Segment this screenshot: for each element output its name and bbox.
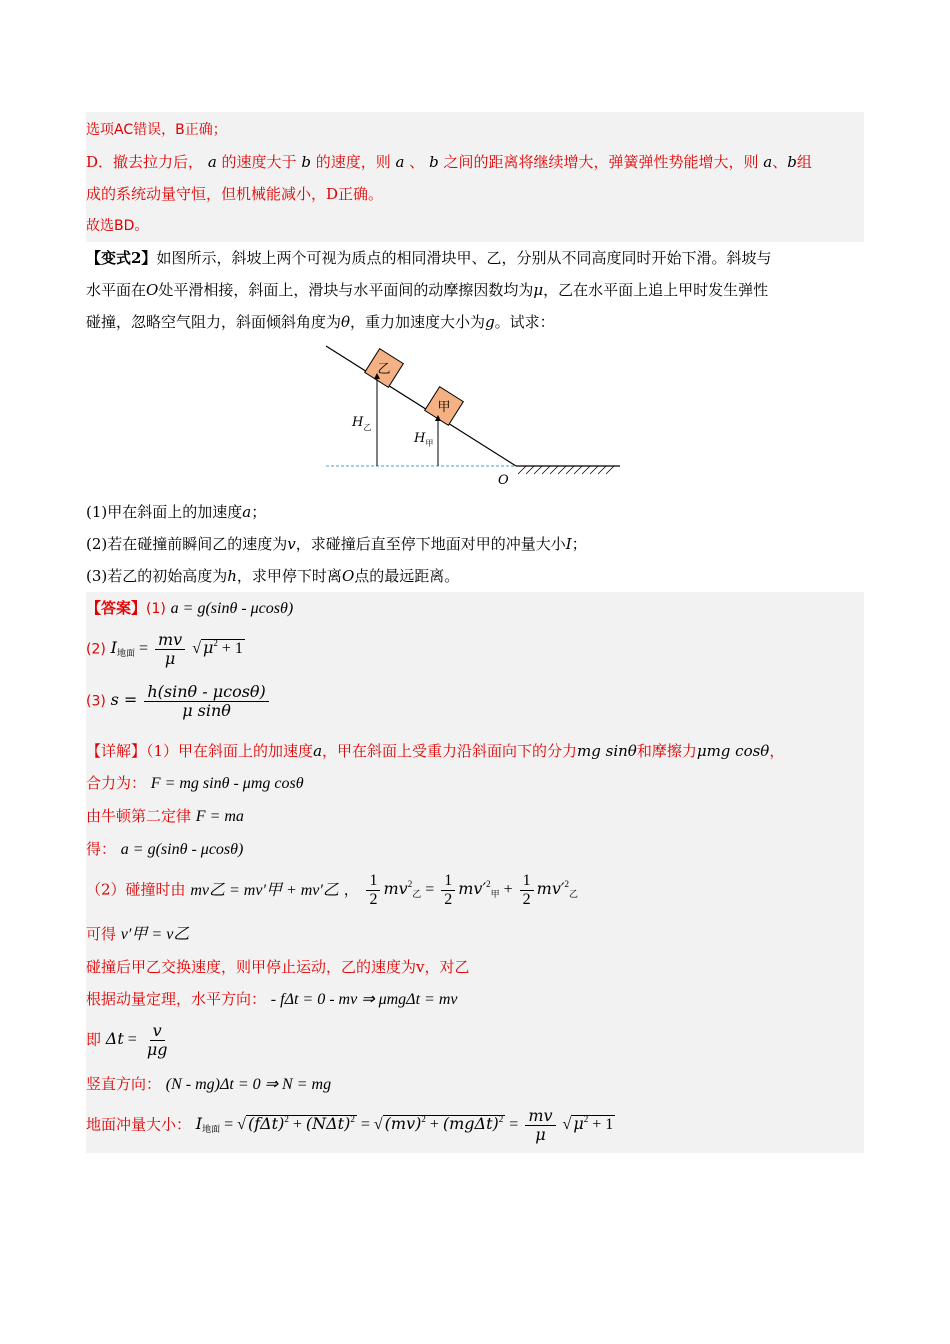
solution-block — [86, 592, 864, 1153]
page-content — [86, 112, 864, 1153]
detail-line-9: 即 Δt = $\frac{v}{\mu g}$ — [86, 1016, 864, 1068]
question-2: (2)若在碰撞前瞬间乙的速度为v，求碰撞后直至停下地面对甲的冲量大小I； — [86, 535, 587, 553]
prev-line-4: 故选BD。 — [86, 218, 149, 234]
answer-3-formula: s = $\frac{h(\sin\theta - \mu\cos\theta)}{\text{μ sinθ}}$ — [111, 683, 272, 720]
problem-line-1: 【变式2】如图所示，斜坡上两个可视为质点的相同滑块甲、乙，分别从不同高度同时开始下滑。斜坡与 — [86, 249, 772, 267]
detail-line-5: （2）碰撞时由 mv乙 = mv′甲 + mv′乙 ， $\frac{1}{2}$ $mv^2_乙$ = $\frac{1}{2}$ $mv'^2_甲$ + $\frac{1}{2}$ $mv'^2_乙$ — [86, 872, 578, 908]
impulse-formula: $I_{地面}$ = √ $(f\Delta t)^2 + (N\Delta t)^2$ = √ $(mv)^2 + (mg\Delta t)^2$ = $\frac{mv}{\mu}$ √ $\mu^2 + 1$ — [195, 1106, 614, 1144]
detail-line-6: 可得 v′甲 = v乙 — [86, 925, 190, 943]
height-label-jia: $H_甲$ — [414, 431, 434, 448]
height-label-yi: $H_乙$ — [352, 415, 372, 432]
detail-line-10: 竖直方向： (N - mg)Δt = 0 ⇒ N = mg — [86, 1075, 332, 1093]
origin-label: O — [498, 473, 509, 488]
detail-line-11: 地面冲量大小： $I_{地面}$ = √ $(f\Delta t)^2 + (N\Delta t)^2$ = √ $(mv)^2 + (mg\Delta t)^2$ = $\frac{mv}{\mu}$ √ $\mu^2 + 1$ — [86, 1106, 614, 1144]
prev-line-3: 成的系统动量守恒，但机械能减小，D正确。 — [86, 185, 384, 203]
problem-statement — [86, 242, 864, 592]
energy-equation: $\frac{1}{2}$ $mv^2_乙$ = $\frac{1}{2}$ $mv'^2_甲$ + $\frac{1}{2}$ $mv'^2_乙$ — [363, 872, 578, 909]
detail-line-7: 碰撞后甲乙交换速度，则甲停止运动，乙的速度为v，对乙 — [86, 958, 470, 976]
delta-t-formula: Δt = $\frac{v}{\mu g}$ — [105, 1021, 168, 1059]
ground-hatching — [518, 466, 614, 474]
prev-line-2: D．撤去拉力后， a 的速度大于 b 的速度，则 a 、 b 之间的距离将继续增大，弹簧弹性势能增大，则 a、b组 — [86, 153, 812, 171]
answer-2-formula: $I_{地面}$ = $\frac{mv}{\mu}$ √ $\mu^2 + 1$ — [110, 630, 243, 668]
question-1: (1)甲在斜面上的加速度a； — [86, 503, 267, 521]
block-yi-label: 乙 — [377, 362, 391, 377]
prev-line-1: 选项AC错误，B正确； — [86, 122, 227, 138]
detail-line-3: 由牛顿第二定律 F = ma — [86, 807, 244, 825]
problem-line-2: 水平面在O处平滑相接，斜面上，滑块与水平面间的动摩擦因数均为μ，乙在水平面上追上甲时发生弹性 — [86, 281, 769, 299]
slope-line — [326, 346, 516, 466]
block-jia-label: 甲 — [437, 400, 451, 415]
detail-line-2: 合力为： F = mg sinθ - μmg cosθ — [86, 774, 304, 792]
problem-line-3: 碰撞，忽略空气阻力，斜面倾斜角度为θ，重力加速度大小为g。试求： — [86, 313, 555, 331]
detail-line-4: 得： a = g(sinθ - μcosθ) — [86, 840, 244, 858]
answer-line-2: (2) $I_{地面}$ = $\frac{mv}{\mu}$ √ $\mu^2 + 1$ — [86, 630, 243, 668]
detail-line-8: 根据动量定理，水平方向： - fΔt = 0 - mv ⇒ μmgΔt = mv — [86, 990, 458, 1008]
question-3: (3)若乙的初始高度为h，求甲停下时离O点的最远距离。 — [86, 567, 460, 585]
answer-line-3: (3) s = $\frac{h(\sin\theta - \mu\cos\theta)}{\text{μ sinθ}}$ — [86, 677, 864, 729]
previous-answer-block — [86, 112, 864, 242]
slope-diagram — [322, 342, 622, 492]
detail-line-1: 【详解】（1）甲在斜面上的加速度a，甲在斜面上受重力沿斜面向下的分力mg sinθ和摩擦力μmg cosθ， — [86, 742, 785, 760]
answer-line-1: 【答案】(1) a = g(sinθ - μcosθ) — [86, 599, 294, 617]
